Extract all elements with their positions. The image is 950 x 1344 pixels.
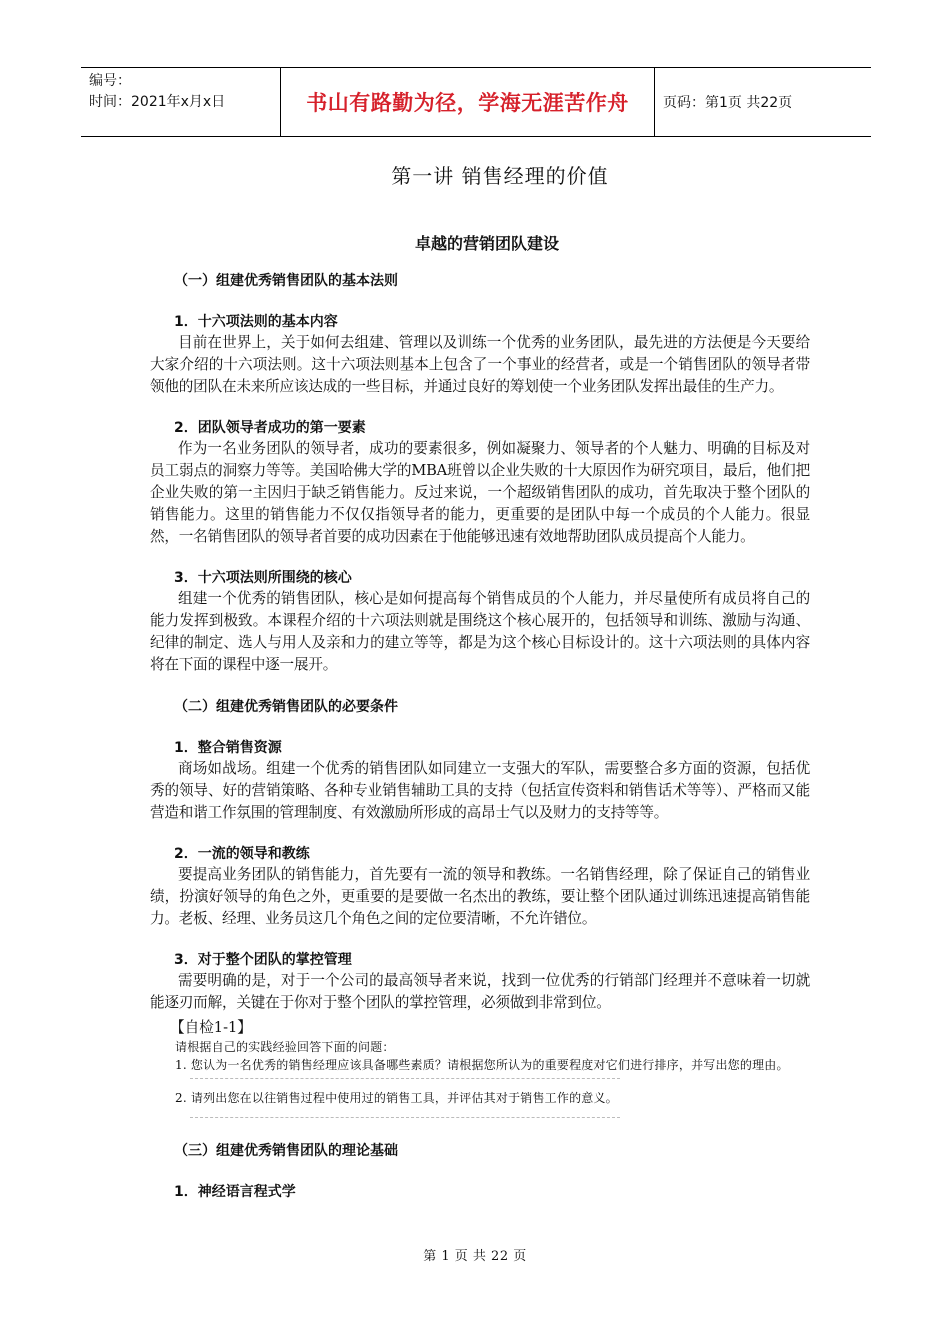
paragraph: 组建一个优秀的销售团队，核心是如何提高每个销售成员的个人能力，并尽量使所有成员将自己的能力发挥到极致。本课程介绍的十六项法则就是围绕这个核心展开的，包括领导和训练、激励与沟通、纪律的制定、选人与用人及亲和力的建立等等，都是为这个核心目标设计的。这十六项法则的具体内容将在下面的课程中逐一展开。 (150, 590, 810, 673)
document-date-label: 时间：2021年x月x日 (89, 94, 226, 110)
chapter-title: 第一讲 销售经理的价值 (391, 164, 609, 188)
header-meta (81, 68, 281, 136)
paragraph: 作为一名业务团队的领导者，成功的要素很多，例如凝聚力、领导者的个人魅力、明确的目标及对员工弱点的洞察力等等。美国哈佛大学的MBA班曾以企业失败的十大原因作为研究项目，最后，他们把企业失败的第一主因归于缺乏销售能力。反过来说，一个超级销售团队的成功，首先取决于整个团队的销售能力。这里的销售能力不仅仅指领导者的能力，更重要的是团队中每一个成员的个人能力。很显然，一名销售团队的领导者首要的成功因素在于他能够迅速有效地帮助团队成员提高个人能力。 (150, 440, 810, 545)
paragraph: 需要明确的是，对于一个公司的最高领导者来说，找到一位优秀的行销部门经理并不意味着一切就能逐刃而解，关键在于你对于整个团队的掌控管理，必须做到非常到位。 (150, 972, 810, 1011)
answer-line (190, 1078, 620, 1079)
subsection-heading: 3．对于整个团队的掌控管理 (174, 952, 352, 968)
subsection-heading: 3．十六项法则所围绕的核心 (174, 570, 352, 586)
answer-line (190, 1117, 620, 1118)
document-body (150, 150, 810, 1202)
section-heading-2: （二）组建优秀销售团队的必要条件 (174, 699, 398, 715)
subsection-heading: 1．整合销售资源 (174, 740, 282, 756)
document-title: 卓越的营销团队建设 (414, 234, 559, 253)
paragraph: 商场如战场。组建一个优秀的销售团队如同建立一支强大的军队，需要整合多方面的资源，包括优秀的领导、好的营销策略、各种专业销售辅助工具的支持（包括宣传资料和销售话术等等）、严格而又能营造和谐工作氛围的管理制度、有效激励所形成的高昂士气以及财力的支持等等。 (150, 760, 810, 821)
subsection-heading: 2．一流的领导和教练 (174, 846, 310, 862)
section-heading-3: （三）组建优秀销售团队的理论基础 (174, 1143, 398, 1159)
page-header (81, 67, 871, 137)
paragraph: 要提高业务团队的销售能力，首先要有一流的领导和教练。一名销售经理，除了保证自己的销售业绩，扮演好领导的角色之外，更重要的是要做一名杰出的教练，要让整个团队通过训练迅速提高销售能力。老板、经理、业务员这几个角色之间的定位要清晰，不允许错位。 (150, 866, 810, 927)
section-heading-1: （一）组建优秀销售团队的基本法则 (174, 273, 398, 289)
subsection-heading: 1．十六项法则的基本内容 (174, 314, 338, 330)
header-motto: 书山有路勤为径，学海无涯苦作舟 (281, 68, 655, 136)
page-footer: 第 1 页 共 22 页 (423, 1249, 527, 1264)
self-check-intro: 请根据自己的实践经验回答下面的问题： (175, 1040, 395, 1054)
header-page-info: 页码：第1页 共22页 (663, 95, 793, 111)
paragraph: 目前在世界上，关于如何去组建、管理以及训练一个优秀的业务团队，最先进的方法便是今天要给大家介绍的十六项法则。这十六项法则基本上包含了一个事业的经营者，或是一个销售团队的领导者带领他的团队在未来所应该达成的一些目标，并通过良好的筹划使一个业务团队发挥出最佳的生产力。 (150, 334, 810, 395)
self-check-question-1: 1. 您认为一名优秀的销售经理应该具备哪些素质？请根据您所认为的重要程度对它们进行排序，并写出您的理由。 (175, 1058, 789, 1072)
subsection-heading: 2．团队领导者成功的第一要素 (174, 420, 366, 436)
self-check-title: 【自检1-1】 (170, 1019, 252, 1036)
subsection-heading: 1．神经语言程式学 (174, 1184, 296, 1200)
self-check-question-2: 2. 请列出您在以往销售过程中使用过的销售工具，并评估其对于销售工作的意义。 (175, 1091, 618, 1105)
document-number-label: 编号： (89, 73, 131, 89)
